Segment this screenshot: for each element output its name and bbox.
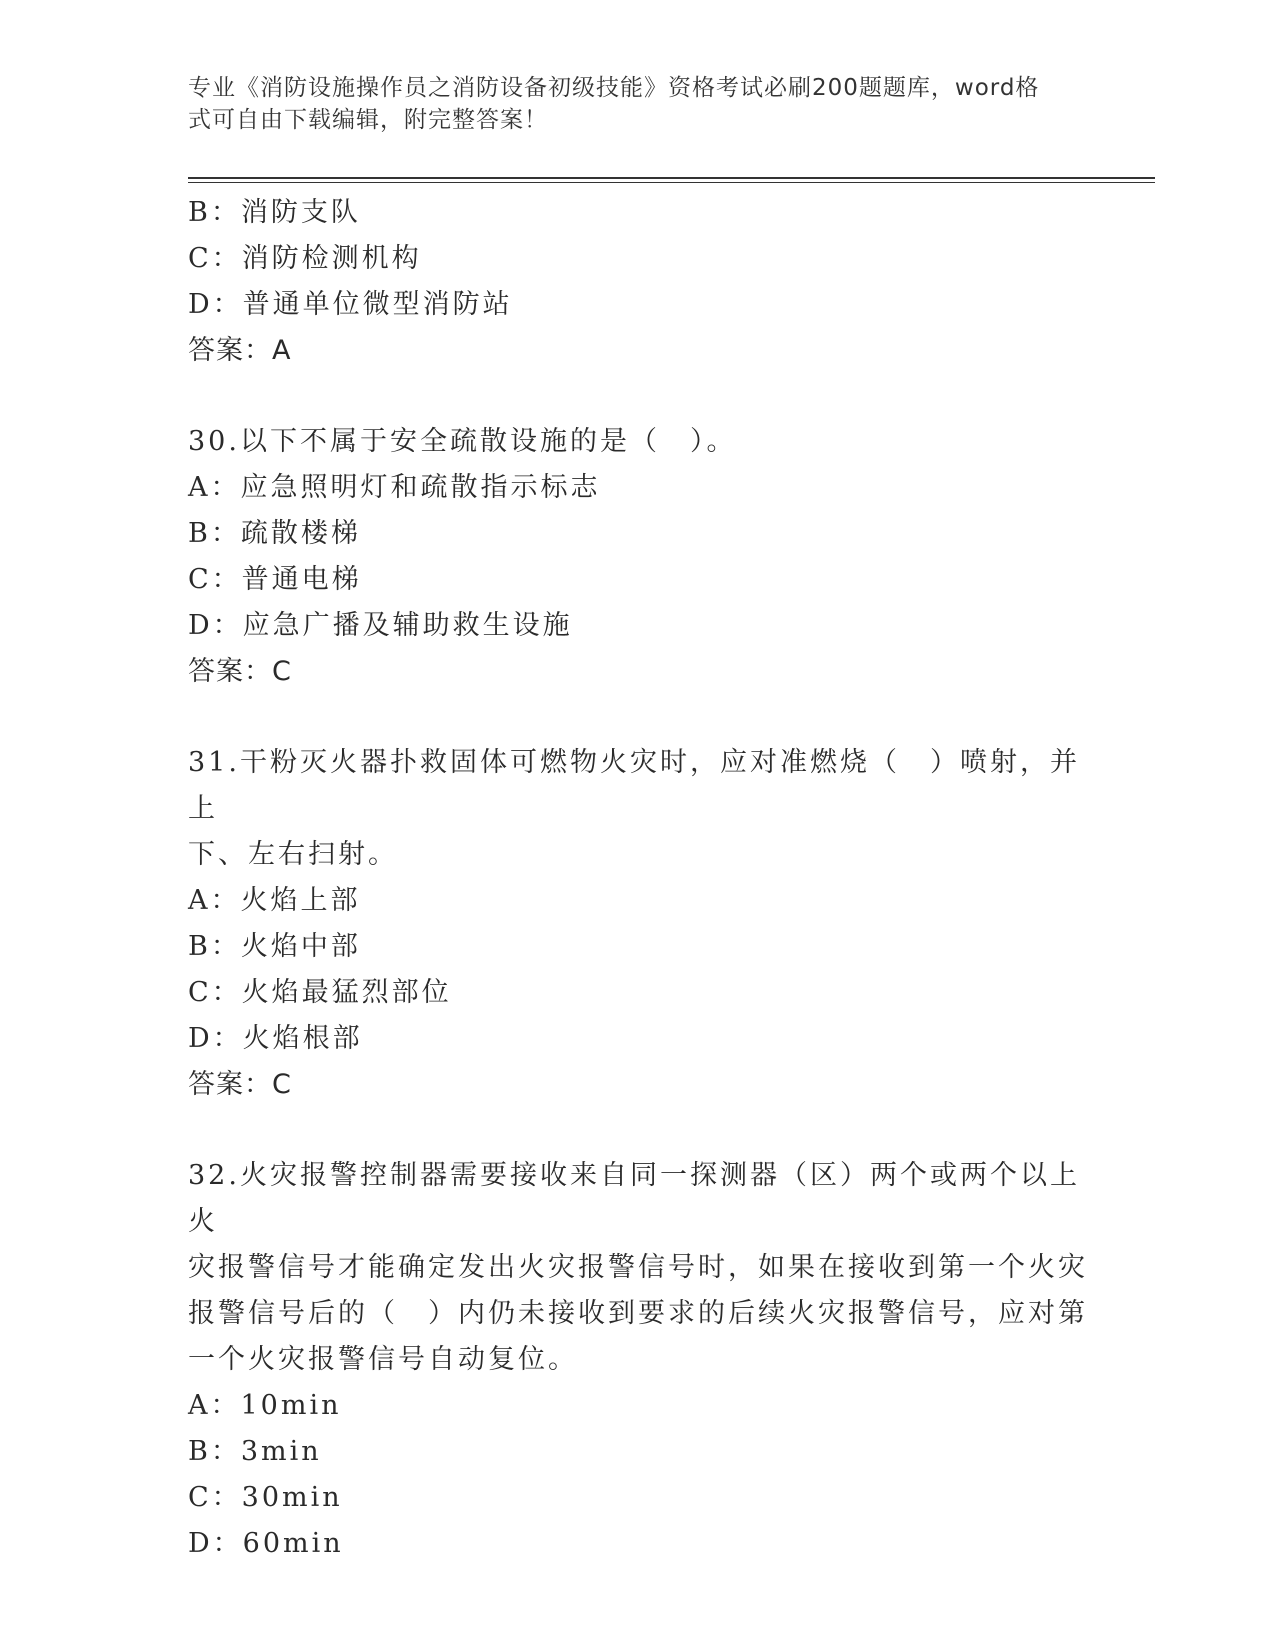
question-text: 30.以下不属于安全疏散设施的是（ ）。 [188, 426, 737, 457]
option-c: C：火焰最猛烈部位 [188, 977, 452, 1008]
option-a: A：应急照明灯和疏散指示标志 [188, 472, 601, 503]
question-text: 灾报警信号才能确定发出火灾报警信号时，如果在接收到第一个火灾 [188, 1252, 1088, 1283]
document-header [188, 72, 1068, 136]
option-d: D：60min [188, 1528, 344, 1559]
answer-label: 答案：C [188, 1069, 292, 1100]
prev-question-block [188, 190, 1088, 374]
option-c: C：普通电梯 [188, 564, 362, 595]
option-d: D：火焰根部 [188, 1023, 363, 1054]
question-text: 31.干粉灭火器扑救固体可燃物火灾时，应对准燃烧（ ）喷射，并上 [188, 747, 1080, 824]
question-text: 32.火灾报警控制器需要接收来自同一探测器（区）两个或两个以上火 [188, 1160, 1080, 1237]
option-b: B：3min [188, 1436, 322, 1467]
option-d: D：应急广播及辅助救生设施 [188, 610, 573, 641]
answer-label: 答案：C [188, 656, 292, 687]
header-rule-thin [188, 182, 1155, 183]
option-b: B：火焰中部 [188, 931, 361, 962]
question-text: 报警信号后的（ ）内仍未接收到要求的后续火灾报警信号，应对第 [188, 1298, 1088, 1329]
option-b: B：疏散楼梯 [188, 518, 361, 549]
question-31-block [188, 740, 1088, 1108]
question-text: 一个火灾报警信号自动复位。 [188, 1344, 578, 1375]
answer-label: 答案：A [188, 335, 292, 366]
option-a: A：火焰上部 [188, 885, 361, 916]
option-c: C：30min [188, 1482, 343, 1513]
option-b: B：消防支队 [188, 197, 361, 228]
question-text: 下、左右扫射。 [188, 839, 398, 870]
question-30-block [188, 419, 1088, 695]
question-content [188, 190, 1088, 1567]
question-32-block [188, 1153, 1088, 1567]
header-rule-thick [188, 177, 1155, 179]
option-d: D：普通单位微型消防站 [188, 289, 513, 320]
header-line-1: 专业《消防设施操作员之消防设备初级技能》资格考试必刷200题题库，word格 [188, 75, 1040, 101]
header-line-2: 式可自由下载编辑，附完整答案！ [188, 107, 548, 133]
option-a: A：10min [188, 1390, 342, 1421]
option-c: C：消防检测机构 [188, 243, 422, 274]
